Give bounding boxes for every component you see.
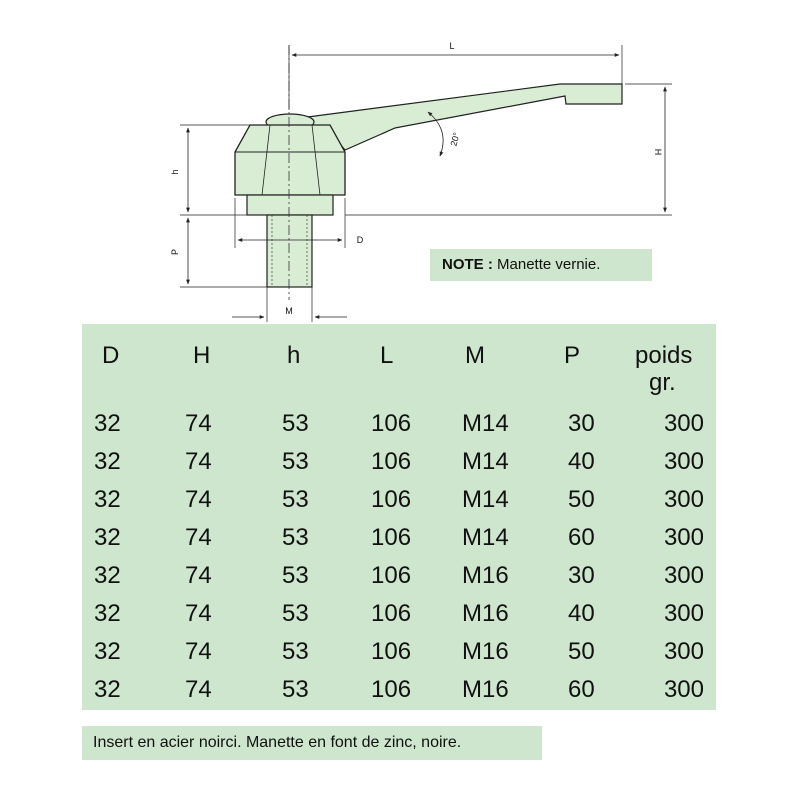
cell-p: 50: [568, 638, 595, 665]
threaded-stud: [267, 215, 312, 287]
cell-small-h: 53: [282, 676, 309, 703]
header-H: H: [193, 342, 211, 369]
cell-poids: 300: [663, 410, 704, 437]
knob-body: [235, 125, 345, 195]
cell-small-h: 53: [282, 600, 309, 627]
header-P: P: [564, 342, 581, 369]
cell-m: M16: [462, 562, 509, 589]
cell-big-h: 74: [185, 676, 212, 703]
header-poids: poids: [635, 342, 693, 369]
cell-big-h: 74: [185, 562, 212, 589]
cell-small-h: 53: [282, 486, 309, 513]
cell-big-h: 74: [185, 600, 212, 627]
cell-d: 32: [94, 448, 121, 475]
cell-m: M16: [462, 676, 509, 703]
cell-d: 32: [94, 410, 121, 437]
cell-l: 106: [371, 562, 412, 589]
note-text: Manette vernie.: [492, 256, 601, 273]
cell-l: 106: [371, 676, 412, 703]
dim-label-M: M: [285, 306, 293, 316]
knob-collar: [247, 195, 333, 215]
cell-m: M16: [462, 600, 509, 627]
header-M: M: [465, 342, 485, 369]
material-note: [82, 726, 542, 760]
technical-drawing: [0, 0, 800, 330]
cell-d: 32: [94, 524, 121, 551]
cell-poids: 300: [663, 600, 704, 627]
dim-label-h: h: [170, 169, 180, 175]
cell-poids: 300: [663, 486, 704, 513]
cell-small-h: 53: [282, 638, 309, 665]
cell-p: 50: [568, 486, 595, 513]
dim-label-D: D: [356, 235, 364, 245]
cell-big-h: 74: [185, 638, 212, 665]
header-h: h: [287, 342, 301, 369]
cell-m: M14: [462, 448, 509, 475]
dim-label-P: P: [170, 248, 180, 256]
cell-d: 32: [94, 676, 121, 703]
note-label: NOTE :: [442, 256, 493, 273]
cell-poids: 300: [663, 562, 704, 589]
header-D: D: [102, 342, 120, 369]
cell-m: M16: [462, 638, 509, 665]
material-note-text: Insert en acier noirci. Manette en font de zinc, noire.: [93, 734, 462, 751]
angle-label: 20°: [448, 131, 462, 148]
cell-l: 106: [371, 448, 412, 475]
cell-p: 60: [568, 676, 595, 703]
cell-big-h: 74: [185, 448, 212, 475]
cell-m: M14: [462, 524, 509, 551]
cell-l: 106: [371, 600, 412, 627]
cell-l: 106: [371, 638, 412, 665]
cell-l: 106: [371, 524, 412, 551]
cell-p: 30: [568, 410, 595, 437]
cell-p: 40: [568, 448, 595, 475]
dim-label-L: L: [449, 41, 455, 51]
cell-d: 32: [94, 486, 121, 513]
cell-big-h: 74: [185, 410, 212, 437]
cell-poids: 300: [663, 448, 704, 475]
cell-l: 106: [371, 486, 412, 513]
cell-p: 60: [568, 524, 595, 551]
cell-big-h: 74: [185, 486, 212, 513]
cell-big-h: 74: [185, 524, 212, 551]
cell-small-h: 53: [282, 410, 309, 437]
cell-small-h: 53: [282, 524, 309, 551]
cell-small-h: 53: [282, 448, 309, 475]
cell-poids: 300: [663, 638, 704, 665]
cell-l: 106: [371, 410, 412, 437]
cell-d: 32: [94, 638, 121, 665]
cell-p: 40: [568, 600, 595, 627]
header-gr: gr.: [649, 369, 676, 396]
cell-d: 32: [94, 600, 121, 627]
note-box: [430, 249, 652, 281]
cell-d: 32: [94, 562, 121, 589]
cell-p: 30: [568, 562, 595, 589]
cell-small-h: 53: [282, 562, 309, 589]
cell-m: M14: [462, 486, 509, 513]
header-L: L: [380, 342, 394, 369]
cell-m: M14: [462, 410, 509, 437]
dim-label-H: H: [653, 148, 663, 156]
cell-poids: 300: [663, 676, 704, 703]
dimension-table: [82, 324, 716, 710]
cell-poids: 300: [663, 524, 704, 551]
